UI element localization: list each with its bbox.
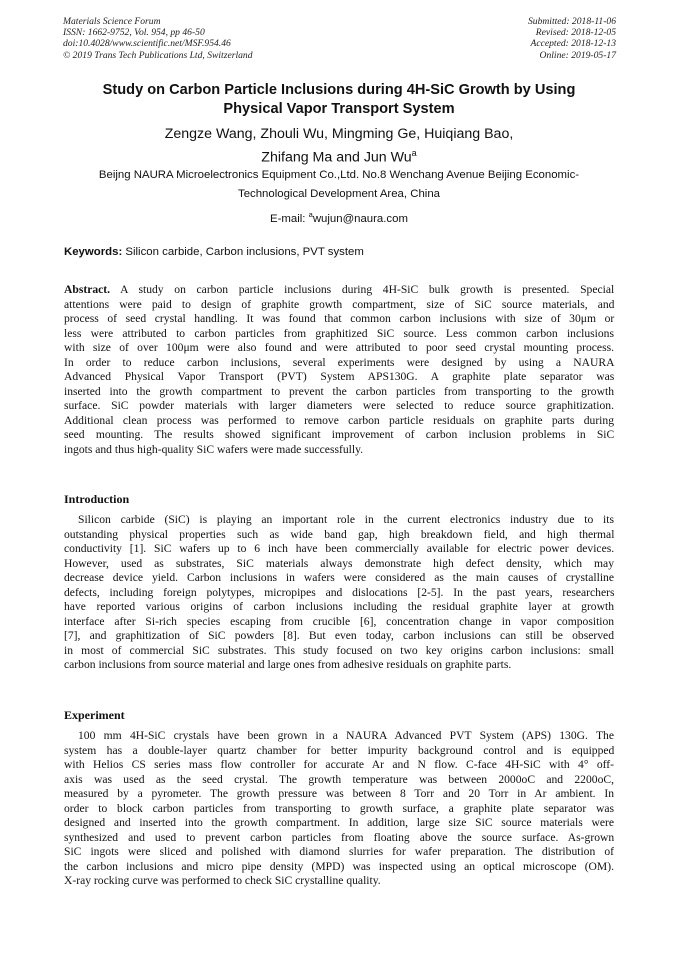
experiment-line: system has a double-layer quartz chamber for better impurity background control and is equipped: [64, 743, 615, 757]
abstract-line: ingots and thus high-quality SiC wafers were made successfully.: [64, 442, 364, 456]
email-label: E-mail:: [270, 212, 309, 225]
abstract-line: process of seed crystal handling. It was found that common carbon inclusions with size of 30μm or: [64, 312, 615, 325]
abstract: [64, 283, 614, 457]
affiliation-line: Beijng NAURA Microelectronics Equipment Co.,Ltd. No.8 Wenchang Avenue Beijing Economic-: [98, 169, 580, 181]
experiment-line: axis was used as the seed crystal. The growth temperature was between 2000oC and 2200oC,: [64, 772, 614, 786]
introduction-line: carbon inclusions from source material and large ones from adhesive residuals on graphite parts.: [64, 658, 512, 671]
abstract-line: Advanced Physical Vapor Transport (PVT) System APS130G. A graphite plate separator was: [64, 370, 615, 383]
introduction-line: conductivity [1]. SiC wafers up to 6 inch have been commercially available for electric power devices.: [64, 542, 615, 555]
experiment-heading: Experiment: [64, 708, 125, 722]
keywords: [64, 244, 364, 260]
authors-line: [60, 144, 618, 167]
abstract-line: attentions were paid to design of graphite growth compartment, size of SiC source materials, and: [64, 297, 615, 311]
experiment-line: designed and inserted into the growth compartment. In addition, large size SiC source materials were: [64, 816, 614, 829]
introduction-line: decrease device yield. Carbon inclusions in wafers were considered as the main causes of crystalline: [64, 571, 614, 584]
introduction-line: outstanding physical properties such as wide band gap, high breakdown field, and high thermal: [64, 527, 615, 541]
keywords-label: Keywords:: [64, 246, 123, 258]
accepted-date: Accepted: 2018-12-13: [530, 38, 616, 50]
affiliation: [60, 166, 618, 204]
copyright-line: © 2019 Trans Tech Publications Ltd, Switzerland: [63, 49, 253, 61]
abstract-line: Additional clean process was performed to remove carbon particle residuals on graphite parts during: [64, 413, 614, 427]
abstract-line: with size of over 100μm were also found and were attributed to poor seed crystal mounting process.: [64, 341, 614, 354]
email-superscript: a: [308, 210, 313, 219]
abstract-line: In order to reduce carbon inclusions, several experiments were designed by using a NAURA: [64, 355, 615, 369]
experiment-line: 100 mm 4H-SiC crystals have been grown in a NAURA Advanced PVT System (APS) 130G. The: [78, 729, 614, 742]
introduction-line: Silicon carbide (SiC) is playing an important role in the current electronics industry due to its: [78, 513, 614, 526]
title-line: Study on Carbon Particle Inclusions during 4H-SiC Growth by Using: [102, 82, 576, 98]
author-list: [60, 125, 618, 167]
introduction-line: [7], and graphitization of SiC powders [8]. But even today, carbon inclusions can still be observed: [64, 629, 614, 642]
journal-header-left: [63, 16, 253, 61]
experiment-line: order to block carbon particles from transporting to growth surface, a graphite plate separator was: [64, 801, 614, 815]
introduction-heading: Introduction: [64, 492, 130, 506]
introduction-body: [64, 513, 614, 673]
experiment-line: with Helios CS series mass flow controller for accurate Ar and N flow. C-face 4H-SiC with 4° off-: [64, 758, 615, 771]
email-address: wujun@naura.com: [312, 212, 408, 225]
submitted-date: Submitted: 2018-11-06: [527, 16, 616, 27]
abstract-line: [64, 283, 614, 298]
introduction-line: defects, including foreign polytypes, micropipes and dislocations [2-5]. In the past years, researchers: [64, 585, 615, 599]
introduction-line: interface after Si-rich species escaping from crucible [6], concentration change in vapor composition: [64, 614, 615, 628]
issn-line: ISSN: 1662-9752, Vol. 954, pp 46-50: [63, 27, 205, 39]
abstract-line: surface. SiC powder materials with larger diameters were selected to reduce source graphitization.: [64, 399, 614, 412]
introduction-line: have reported various origins of carbon inclusions including the residual graphite layer at growth: [64, 600, 614, 613]
abstract-line: inserted into the growth compartment to prevent the carbon particles from transporting to the growth: [64, 384, 614, 398]
doi-line: doi:10.4028/www.scientific.net/MSF.954.46: [63, 38, 231, 50]
introduction-line: However, used as substrates, SiC materials always demonstrate high defect density, which may: [64, 556, 614, 570]
revised-date: Revised: 2018-12-05: [535, 27, 616, 39]
introduction-line: in most of commercial SiC substrates. This study focused on two key origins carbon inclusions: small: [64, 643, 614, 657]
author-superscript: a: [411, 147, 417, 158]
author-email: [60, 207, 618, 227]
abstract-line: seed mounting. The results showed significant improvement of carbon inclusion problems in SiC: [64, 428, 615, 441]
abstract-line-text: A study on carbon particle inclusions during 4H-SiC bulk growth is presented. Special: [110, 283, 615, 296]
experiment-line: the carbon inclusions and micro pipe density (MPD) was inspected using an optical microscope (OM).: [64, 859, 614, 873]
journal-name: Materials Science Forum: [63, 16, 161, 27]
experiment-line: measured by a pyrometer. The growth pressure was between 8 Torr and 20 Torr in Ar ambient. In: [64, 787, 614, 800]
online-date: Online: 2019-05-17: [539, 49, 616, 61]
affiliation-line: Technological Development Area, China: [238, 188, 440, 200]
paper-title: [60, 81, 618, 119]
experiment-body: [64, 729, 614, 889]
authors-line: Zengze Wang, Zhouli Wu, Mingming Ge, Huiqiang Bao,: [164, 126, 514, 142]
authors-line-text: Zhifang Ma and Jun Wu: [261, 149, 412, 166]
experiment-line: synthesized and used to prevent carbon particles from floating above the source surface. As-grown: [64, 830, 615, 844]
abstract-label: Abstract.: [64, 283, 111, 296]
experiment-line: X-ray rocking curve was performed to check SiC crystalline quality.: [64, 874, 381, 887]
abstract-line: less were attributed to carbon particles from graphitized SiC source. Less common carbon inclusions: [64, 326, 614, 340]
experiment-line: SiC ingots were sliced and polished with diamond slurries for wafer preparation. The distribution of: [64, 845, 614, 858]
keywords-text: Silicon carbide, Carbon inclusions, PVT system: [122, 246, 364, 258]
journal-header-right: [528, 16, 616, 61]
title-line: Physical Vapor Transport System: [223, 101, 455, 117]
